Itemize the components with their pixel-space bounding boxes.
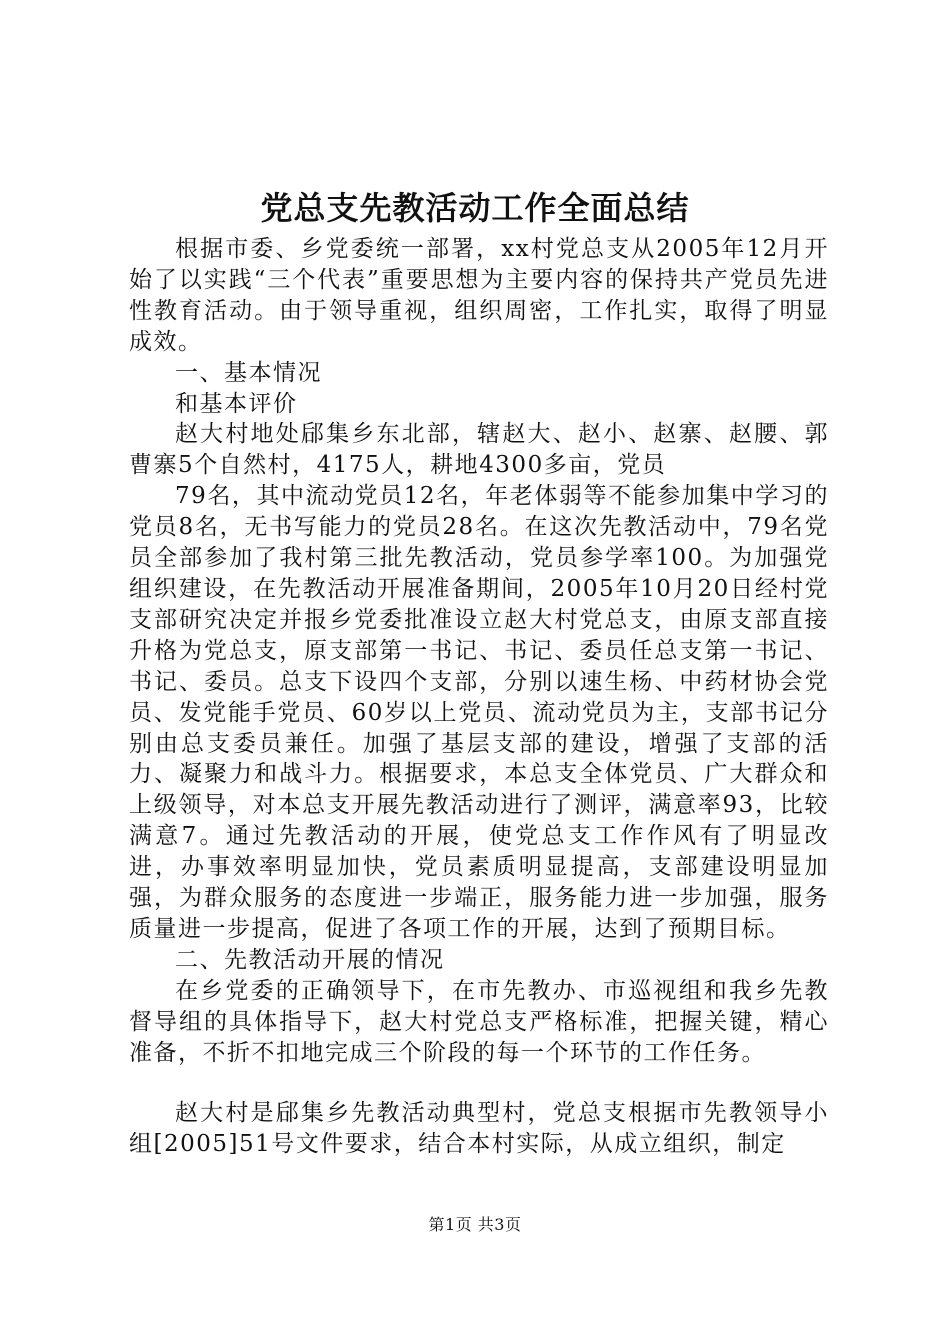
paragraph-typical-village: 赵大村是郈集乡先教活动典型村，党总支根据市先教领导小组[2005]51号文件要求，结合本村实际，从成立组织，制定 — [129, 1100, 829, 1158]
section-heading-activities: 二、先教活动开展的情况 — [175, 946, 445, 973]
paragraph-intro: 根据市委、乡党委统一部署，xx村党总支从2005年12月开始了以实践“三个代表”重要思想为主要内容的保持共产党员先进性教育活动。由于领导重视，组织周密，工作扎实，取得了明显成效。 — [129, 236, 829, 355]
page-footer: 第1页 共3页 — [428, 1215, 522, 1234]
document-title: 党总支先教活动工作全面总结 — [260, 189, 690, 227]
document-body — [129, 234, 829, 1160]
section-heading-basic-continued: 和基本评价 — [175, 390, 298, 417]
paragraph-party-members: 79名，其中流动党员12名，年老体弱等不能参加集中学习的党员8名，无书写能力的党员28名。在这次先教活动中，79名党员全部参加了我村第三批先教活动，党员参学率100。为加强党组织建设，在先教活动开展准备期间，2005年10月20日经村党支部研究决定并报乡党委批准设立赵大村党总支，由原支部直接升格为党总支，原支部第一书记、书记、委员任总支第一书记、书记、委员。总支下设四个支部，分别以速生杨、中药材协会党员、发党能手党员、60岁以上党员、流动党员为主，支部书记分别由总支委员兼任。加强了基层支部的建设，增强了支部的活力、凝聚力和战斗力。根据要求，本总支全体党员、广大群众和上级领导，对本总支开展先教活动进行了测评，满意率93，比较满意7。通过先教活动的开展，使党总支工作作风有了明显改进，办事效率明显加快，党员素质明显提高，支部建设明显加强，为群众服务的态度进一步端正，服务能力进一步加强，服务质量进一步提高，促进了各项工作的开展，达到了预期目标。 — [129, 483, 829, 942]
section-heading-basic: 一、基本情况 — [175, 359, 322, 386]
paragraph-guidance: 在乡党委的正确领导下，在市先教办、市巡视组和我乡先教督导组的具体指导下，赵大村党总支严格标准，把握关键，精心准备，不折不扣地完成三个阶段的每一个环节的工作任务。 — [129, 977, 829, 1066]
paragraph-village-overview: 赵大村地处郈集乡东北部，辖赵大、赵小、赵寨、赵腰、郭曹寨5个自然村，4175人，耕地4300多亩，党员 — [129, 421, 829, 479]
